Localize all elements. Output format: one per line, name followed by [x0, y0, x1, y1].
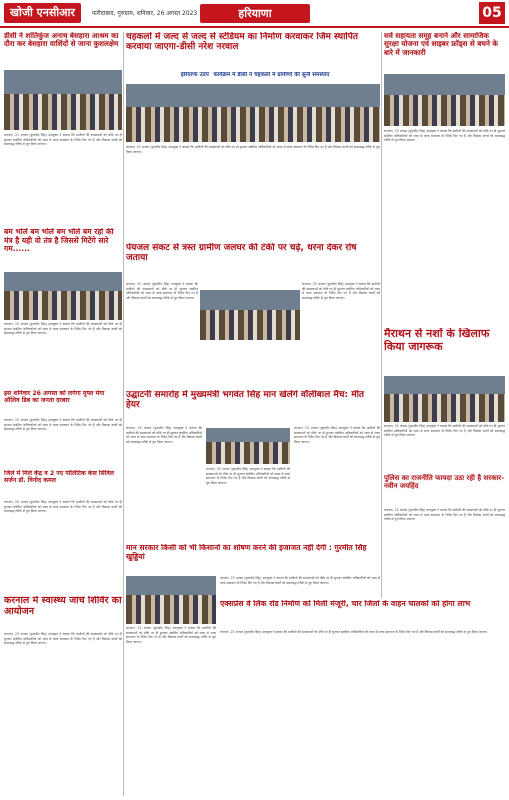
story-expressway-body: करनाल, 25 अगस्त (कुलदीप सिंह) उपायुक्त ने बताया कि ग्रामीणों की समस्याओं को मौके पर ही सुनकर संबंधित अधिकारियों को जल्द से जल्द समाधान के निर्देश दिए गए हैं और विकास कार्यों को समयबद्ध तरीके से पूरा किया जाएगा। — [220, 630, 488, 634]
paper-logo: खोजी एनसीआर — [4, 3, 81, 23]
story-volleyball — [126, 390, 380, 424]
story-volleyball-body-3: करनाल, 25 अगस्त (कुलदीप सिंह) उपायुक्त ने बताया कि ग्रामीणों की समस्याओं को मौके पर ही सुनकर संबंधित अधिकारियों को जल्द से जल्द समाधान के निर्देश दिए गए हैं और विकास कार्यों को समयबद्ध तरीके से पूरा किया जाएगा। — [294, 426, 380, 444]
story-chahkalon-body: करनाल, 25 अगस्त (कुलदीप सिंह) उपायुक्त ने बताया कि ग्रामीणों की समस्याओं को मौके पर ही सुनकर संबंधित अधिकारियों को जल्द से जल्द समाधान के निर्देश दिए गए हैं और विकास कार्यों को समयबद्ध तरीके से पूरा किया जाएगा। — [126, 145, 380, 154]
dateline: फरीदाबाद, गुरुग्राम, शनिवार, 26 अगस्त 2023 — [92, 10, 198, 17]
story-health-camp-body: करनाल, 25 अगस्त (कुलदीप सिंह) उपायुक्त ने बताया कि ग्रामीणों की समस्याओं को मौके पर ही सुनकर संबंधित अधिकारियों को जल्द से जल्द समाधान के निर्देश दिए गए हैं और विकास कार्यों को समयबद्ध तरीके से पूरा किया जाएगा। — [4, 632, 122, 646]
headline: पुलिस का राजनीति फायदा उठा रही है सरकार-नवीन जयहिंद — [384, 474, 505, 491]
headline: एक्सप्रेस वे लिंक रोड निर्माण को मिली मंजूरी, चार जिलों के वाहन चालकों को होगा लाभ — [220, 600, 471, 608]
story-covid-cases-body: करनाल, 25 अगस्त (कुलदीप सिंह) उपायुक्त ने बताया कि ग्रामीणों की समस्याओं को मौके पर ही सुनकर संबंधित अधिकारियों को जल्द से जल्द समाधान के निर्देश दिए गए हैं और विकास कार्यों को समयबद्ध तरीके से पूरा किया जाएगा। — [4, 500, 122, 514]
headline: मान सरकार किसी को भी किसानों का शोषण करने की इजाजत नहीं देगी : गुरमीत सिंह खुड्डियां — [126, 544, 367, 561]
column-divider — [381, 32, 382, 598]
headline: मैराथन से नशों के खिलाफ किया जागरूक — [384, 328, 490, 353]
photo-marathon — [384, 376, 505, 422]
headline: उद्घाटनी समारोह में मुख्यमंत्री भगवंत सिंह मान खेलेंगे वॉलीबाल मैच: मीत हेयर — [126, 390, 365, 411]
story-farmers-body-2: करनाल, 25 अगस्त (कुलदीप सिंह) उपायुक्त ने बताया कि ग्रामीणों की समस्याओं को मौके पर ही सुनकर संबंधित अधिकारियों को जल्द से जल्द समाधान के निर्देश दिए गए हैं और विकास कार्यों को समयबद्ध तरीके से पूरा किया जाएगा। — [220, 576, 380, 585]
headline: पेयजल संकट से त्रस्त ग्रामीण जलघर की टंकी पर चढ़े, धरना देकर रोष जताया — [126, 243, 357, 264]
section-title: हरियाणा — [200, 4, 310, 23]
story-covid-cases — [4, 470, 122, 498]
story-bam-bhole-body: करनाल, 25 अगस्त (कुलदीप सिंह) उपायुक्त ने बताया कि ग्रामीणों की समस्याओं को मौके पर ही सुनकर संबंधित अधिकारियों को जल्द से जल्द समाधान के निर्देश दिए गए हैं और विकास कार्यों को समयबद्ध तरीके से पूरा किया जाएगा। — [4, 322, 122, 336]
photo-volleyball — [206, 428, 290, 464]
story-marathon — [384, 328, 505, 372]
photo-chahkalon — [126, 84, 380, 142]
story-self-help-body: करनाल, 25 अगस्त (कुलदीप सिंह) उपायुक्त ने बताया कि ग्रामीणों की समस्याओं को मौके पर ही सुनकर संबंधित अधिकारियों को जल्द से जल्द समाधान के निर्देश दिए गए हैं और विकास कार्यों को समयबद्ध तरीके से पूरा किया जाएगा। — [384, 129, 505, 143]
headline: इस शनिवार 26 अगस्त को लगेगा मुफ्त मेगा ऑलिव डिब का जनता दरबार — [4, 390, 105, 405]
masthead — [0, 0, 509, 28]
headline: बम भोले बम भोले बम भोले बम रहो की मंत्र है यही वो तंत्र है जिससे मिटेंगे सारे गम...... — [4, 228, 114, 254]
photo-bam-bhole — [4, 272, 122, 320]
story-chahkalon-sub — [140, 72, 370, 82]
story-volleyball-body: करनाल, 25 अगस्त (कुलदीप सिंह) उपायुक्त ने बताया कि ग्रामीणों की समस्याओं को मौके पर ही सुनकर संबंधित अधिकारियों को जल्द से जल्द समाधान के निर्देश दिए गए हैं और विकास कार्यों को समयबद्ध तरीके से पूरा किया जाएगा। — [126, 426, 202, 444]
story-police-body: करनाल, 25 अगस्त (कुलदीप सिंह) उपायुक्त ने बताया कि ग्रामीणों की समस्याओं को मौके पर ही सुनकर संबंधित अधिकारियों को जल्द से जल्द समाधान के निर्देश दिए गए हैं और विकास कार्यों को समयबद्ध तरीके से पूरा किया जाएगा। — [384, 508, 505, 522]
story-marathon-body: करनाल, 25 अगस्त (कुलदीप सिंह) उपायुक्त ने बताया कि ग्रामीणों की समस्याओं को मौके पर ही सुनकर संबंधित अधिकारियों को जल्द से जल्द समाधान के निर्देश दिए गए हैं और विकास कार्यों को समयबद्ध तरीके से पूरा किया जाएगा। — [384, 424, 505, 438]
story-water-crisis — [126, 243, 380, 279]
photo-shantikunj — [4, 70, 122, 130]
story-water-crisis-body: करनाल, 25 अगस्त (कुलदीप सिंह) उपायुक्त ने बताया कि ग्रामीणों की समस्याओं को मौके पर ही सुनकर संबंधित अधिकारियों को जल्द से जल्द समाधान के निर्देश दिए गए हैं और विकास कार्यों को समयबद्ध तरीके से पूरा किया जाएगा। — [126, 282, 198, 300]
story-shantikunj-body: करनाल, 25 अगस्त (कुलदीप सिंह) उपायुक्त ने बताया कि ग्रामीणों की समस्याओं को मौके पर ही सुनकर संबंधित अधिकारियों को जल्द से जल्द समाधान के निर्देश दिए गए हैं और विकास कार्यों को समयबद्ध तरीके से पूरा किया जाएगा। — [4, 133, 122, 147]
story-olive-darbar-body: करनाल, 25 अगस्त (कुलदीप सिंह) उपायुक्त ने बताया कि ग्रामीणों की समस्याओं को मौके पर ही सुनकर संबंधित अधिकारियों को जल्द से जल्द समाधान के निर्देश दिए गए हैं और विकास कार्यों को समयबद्ध तरीके से पूरा किया जाएगा। — [4, 418, 122, 432]
story-expressway — [220, 600, 505, 628]
story-olive-darbar — [4, 390, 122, 418]
story-farmers-body: करनाल, 25 अगस्त (कुलदीप सिंह) उपायुक्त ने बताया कि ग्रामीणों की समस्याओं को मौके पर ही सुनकर संबंधित अधिकारियों को जल्द से जल्द समाधान के निर्देश दिए गए हैं और विकास कार्यों को समयबद्ध तरीके से पूरा किया जाएगा। — [126, 626, 216, 644]
photo-farmers — [126, 576, 216, 624]
photo-self-help — [384, 74, 505, 126]
story-chahkalon — [126, 32, 380, 72]
headline: जिले में मिले केंद्र व 2 नए पोलिटिक केस सिविल सर्जन डॉ. विनोद कमल — [4, 470, 114, 485]
subheadline: हरियाणा उदय` कार्यक्रम में डीसी ने चहकलों में ग्रामीणों की सुनी समस्याएं — [180, 72, 330, 78]
headline: करनाल में स्वास्थ्य जांच शिविर का आयोजन — [4, 596, 122, 617]
photo-water-crisis — [200, 290, 300, 340]
story-health-camp — [4, 596, 122, 630]
headline: डीसी ने शांतिकुंज अनाथ बेसहारा आश्रम का दौरा कर बेसहारा वाशिंदों से जाना कुशलक्षेम — [4, 32, 119, 49]
story-farmers — [126, 544, 380, 574]
page-number: 05 — [479, 2, 505, 24]
headline: चहकलों में जल्द से जल्द से स्टेडियम का निर्माण करवाकर जिम स्थापित करवाया जाएगा-डीसी नरेश नरवाल — [126, 32, 358, 53]
headline: सर्व सहायता समूह बनाने और सामाजिक सुरक्षा योजना एवं साइबर फ्रॉड्स से बचने के बारे में जानकारी — [384, 32, 498, 57]
story-volleyball-body-2: करनाल, 25 अगस्त (कुलदीप सिंह) उपायुक्त ने बताया कि ग्रामीणों की समस्याओं को मौके पर ही सुनकर संबंधित अधिकारियों को जल्द से जल्द समाधान के निर्देश दिए गए हैं और विकास कार्यों को समयबद्ध तरीके से पूरा किया जाएगा। — [206, 467, 290, 485]
story-police — [384, 474, 505, 506]
story-bam-bhole — [4, 228, 122, 272]
story-water-crisis-body-2: करनाल, 25 अगस्त (कुलदीप सिंह) उपायुक्त ने बताया कि ग्रामीणों की समस्याओं को मौके पर ही सुनकर संबंधित अधिकारियों को जल्द से जल्द समाधान के निर्देश दिए गए हैं और विकास कार्यों को समयबद्ध तरीके से पूरा किया जाएगा। — [302, 282, 380, 300]
column-divider — [123, 32, 124, 796]
